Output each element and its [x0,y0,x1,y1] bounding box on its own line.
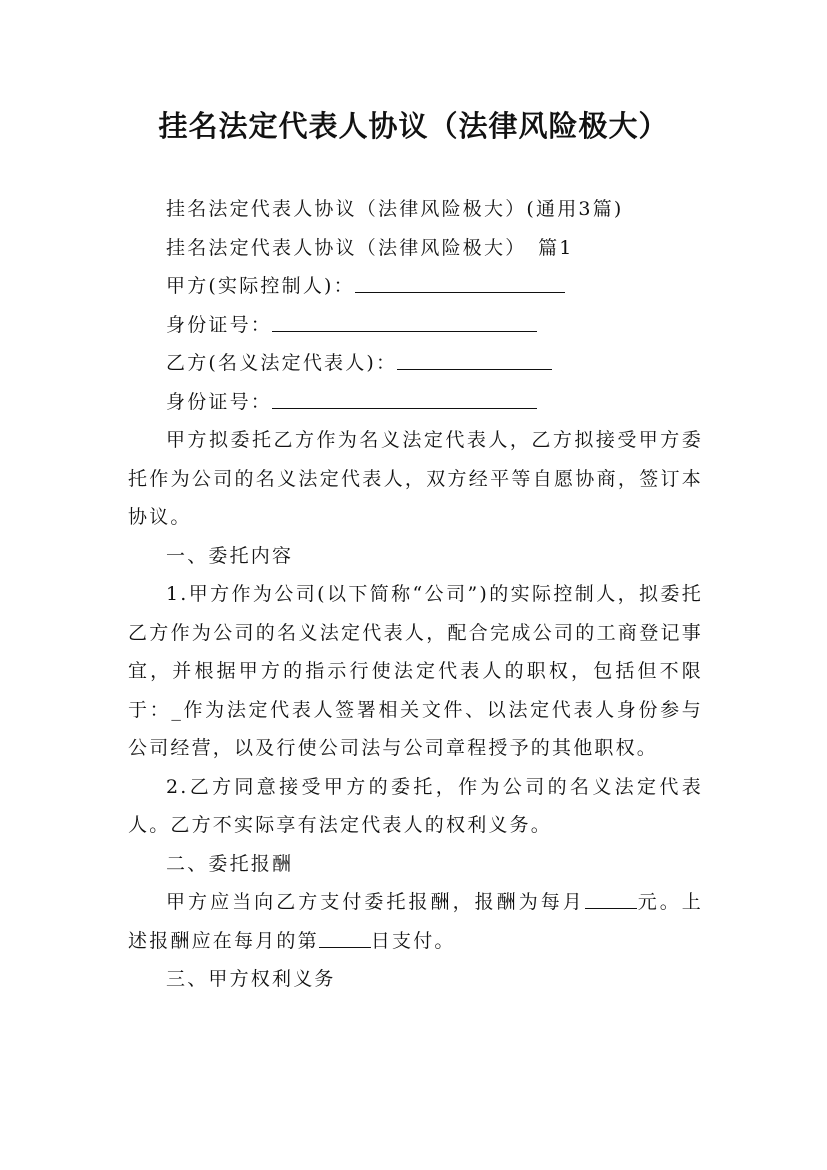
document-title: 挂名法定代表人协议（法律风险极大） [158,109,669,143]
item-1-paragraph: 1.甲方作为公司(以下简称“公司”)的实际控制人，拟委托乙方作为公司的名义法定代表人，配合完成公司的工商登记事宜，并根据甲方的指示行使法定代表人的职权，包括但不限于：_作为法定代表人签署相关文件、以法定代表人身份参与公司经营，以及行使公司法与公司章程授予的其他职权。 [128,583,703,759]
section-1-heading: 一、委托内容 [166,544,294,567]
id-a-line [128,306,703,345]
payment-text-3: 日支付。 [370,929,456,952]
part-heading: 挂名法定代表人协议（法律风险极大） 篇1 [166,236,574,259]
party-b-label: 乙方(名义法定代表人)： [166,352,398,374]
payment-text-2: 元。上述报酬应在每月的第 [128,891,703,952]
item-2-paragraph: 2.乙方同意接受甲方的委托，作为公司的名义法定代表人。乙方不实际享有法定代表人的权利义务。 [128,775,703,836]
document-body [128,190,703,999]
payment-day-blank [319,929,371,948]
id-a-label: 身份证号： [166,313,273,336]
subtitle: 挂名法定代表人协议（法律风险极大）(通用3篇) [166,198,624,220]
intro-paragraph: 甲方拟委托乙方作为名义法定代表人，乙方拟接受甲方委托作为公司的名义法定代表人，双方经平等自愿协商，签订本协议。 [128,429,703,528]
party-b-blank [397,351,552,370]
section-3-heading: 三、甲方权利义务 [166,968,336,990]
party-a-blank [355,274,565,293]
section-2-heading: 二、委托报酬 [166,852,294,875]
party-b-line [128,344,703,383]
party-a-label: 甲方(实际控制人)： [166,275,355,297]
id-b-line [128,383,703,422]
monthly-amount-blank [585,890,637,909]
party-a-line [128,267,703,306]
payment-text-1: 甲方应当向乙方支付委托报酬，报酬为每月 [166,891,585,913]
payment-paragraph [128,883,703,960]
id-b-label: 身份证号： [166,390,273,413]
id-a-blank [272,313,537,332]
id-b-blank [272,390,537,409]
